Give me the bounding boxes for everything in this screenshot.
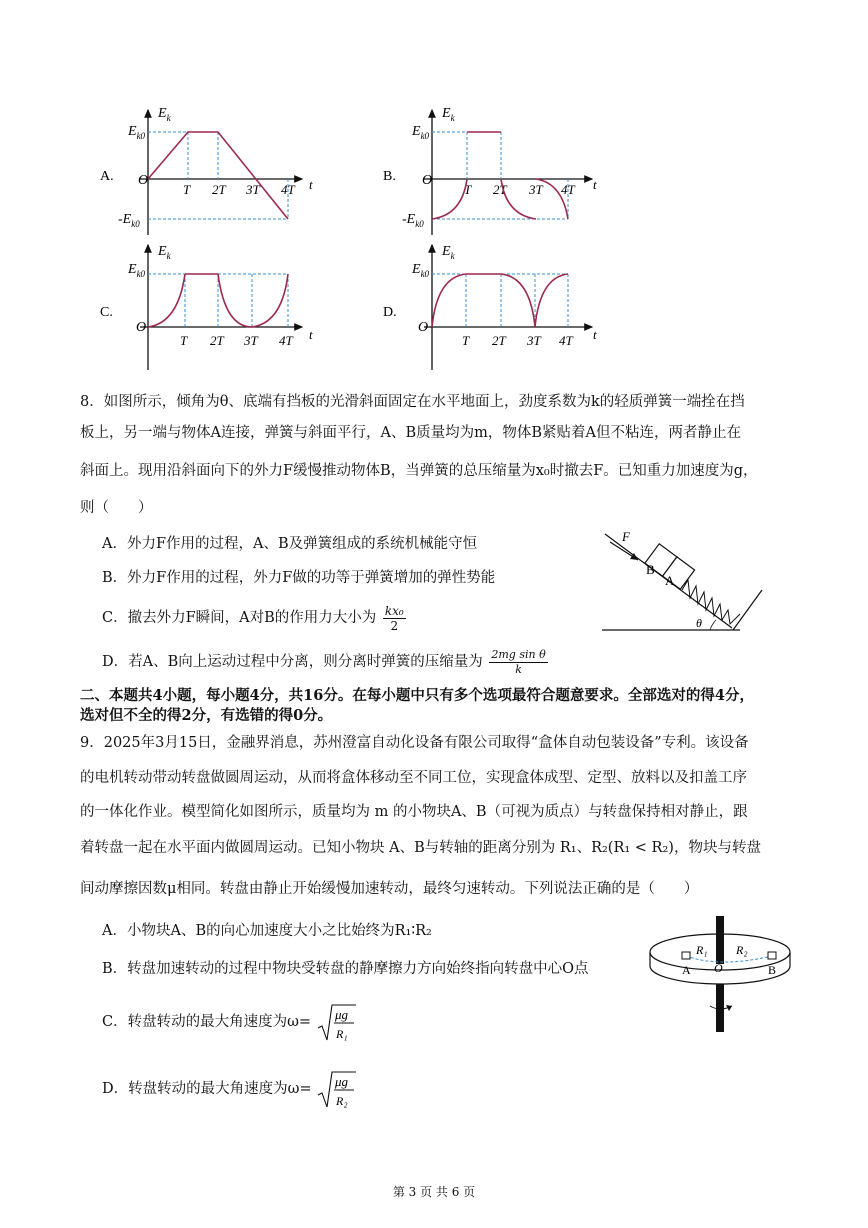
q9-option-c xyxy=(102,1002,356,1042)
curve xyxy=(432,274,568,327)
tick-label: T xyxy=(462,333,470,348)
section2-line2: 选对但不全的得2分，有选错的得0分。 xyxy=(80,707,333,724)
q8-option-b: B．外力F作用的过程，外力F做的功等于弹簧增加的弹性势能 xyxy=(102,570,496,586)
tick-label: T xyxy=(464,182,472,197)
graph-label: C. xyxy=(100,305,113,320)
q8-option-a: A．外力F作用的过程，A、B及弹簧组成的系统机械能守恒 xyxy=(102,536,478,552)
q9-stem-line3: 的一体化作业。模型简化如图所示，质量均为 m 的小物块A、B（可视为质点）与转盘保持相对静止，跟 xyxy=(80,804,748,820)
graph-label: B. xyxy=(383,169,396,184)
tick-label: T xyxy=(180,333,188,348)
r2-label: R₂ xyxy=(736,943,748,957)
origin-label: O xyxy=(418,320,429,335)
q8-option-c-fraction xyxy=(383,604,406,633)
q9-stem-line5: 间动摩擦因数μ相同。转盘由静止开始缓慢加速转动，最终匀速转动。下列说法正确的是（ ） xyxy=(80,881,699,897)
guide-lines xyxy=(148,274,288,327)
tick-label: 2T xyxy=(492,333,506,348)
guide-lines xyxy=(432,274,568,327)
section2-line1: 二、本题共4小题，每小题4分，共16分。在每小题中只有多个选项最符合题意要求。全部选对的得4分， xyxy=(80,687,754,704)
origin-label: O xyxy=(422,173,433,188)
tick-label: T xyxy=(183,182,191,197)
tick-label: 3T xyxy=(246,182,260,197)
force-label: F xyxy=(622,529,630,544)
tick-label: 4T xyxy=(559,333,573,348)
graph-a xyxy=(100,106,313,235)
q8-option-d xyxy=(102,644,548,680)
center-label: O xyxy=(714,961,723,975)
q8-option-c-text: C．撤去外力F瞬间，A对B的作用力大小为 xyxy=(102,610,377,626)
graph-c xyxy=(100,244,313,370)
fraction-denominator: R₁ xyxy=(335,1027,348,1041)
q9-option-a: A．小物块A、B的向心加速度大小之比始终为R₁∶R₂ xyxy=(102,923,432,939)
curve xyxy=(432,132,568,219)
sqrt-symbol xyxy=(316,1069,356,1109)
page-footer: 第 3 页 共 6 页 xyxy=(392,1185,476,1199)
level-label: $E_{k0}$ xyxy=(412,262,430,279)
q8-option-c xyxy=(102,600,406,636)
curve xyxy=(148,132,288,219)
fraction-denominator: 2 xyxy=(390,618,399,633)
q8-stem-line2: 板上，另一端与物体A连接，弹簧与斜面平行，A、B质量均为m，物体B紧贴着A但不粘连，两者静止在 xyxy=(80,425,741,441)
guide-lines xyxy=(148,132,288,219)
tick-label: 2T xyxy=(493,182,507,197)
level-label: $E_{k0}$ xyxy=(128,124,146,141)
axis-y-label: $E_k$ xyxy=(158,106,171,123)
graph-d xyxy=(383,244,597,370)
level-label: $E_{k0}$ xyxy=(128,262,146,279)
axis-y-label: $E_k$ xyxy=(442,244,455,261)
graph-label: A. xyxy=(100,169,114,184)
block-a-label: A xyxy=(682,963,691,977)
tick-label: 3T xyxy=(244,333,258,348)
fraction-numerator: kx₀ xyxy=(384,603,404,618)
q8-stem-line1: 8．如图所示，倾角为θ、底端有挡板的光滑斜面固定在水平地面上，劲度系数为k的轻质弹簧一端拴在挡 xyxy=(80,394,745,410)
axis-x-label: t xyxy=(593,327,597,342)
turntable-figure xyxy=(640,912,800,1037)
fraction-denominator: k xyxy=(515,662,522,676)
tick-label: 3T xyxy=(529,182,543,197)
q9-option-d-text: D．转盘转动的最大角速度为ω= xyxy=(102,1081,312,1097)
tick-label: 4T xyxy=(561,182,575,197)
origin-label: O xyxy=(136,320,147,335)
axis-y-label: $E_k$ xyxy=(158,244,171,261)
neg-level-label: $-E_{k0}$ xyxy=(118,212,140,229)
q9-stem-line2: 的电机转动带动转盘做圆周运动，从而将盒体移动至不同工位，实现盒体成型、定型、放料以及扣盖工序 xyxy=(80,770,747,786)
origin-label: O xyxy=(138,173,149,188)
q9-stem-line1: 9．2025年3月15日，金融界消息，苏州澄富自动化设备有限公司取得“盒体自动包装设备”专利。该设备 xyxy=(80,735,749,751)
level-label: $E_{k0}$ xyxy=(412,124,430,141)
r1-label: R₁ xyxy=(696,943,708,957)
angle-label: θ xyxy=(696,616,702,630)
block-b-label: B xyxy=(768,963,777,977)
incline-figure xyxy=(600,528,770,638)
tick-label: 4T xyxy=(279,333,293,348)
q9-option-d xyxy=(102,1069,356,1109)
q8-stem-line3: 斜面上。现用沿斜面向下的外力F缓慢推动物体B，当弹簧的总压缩量为x₀时撤去F。已知重力加速度为g， xyxy=(80,463,758,479)
q9-stem-line4: 着转盘一起在水平面内做圆周运动。已知小物块 A、B与转轴的距离分别为 R₁、R₂(R₁ < R₂)，物块与转盘 xyxy=(80,840,761,856)
q8-stem-line4: 则（ ） xyxy=(80,500,153,516)
energy-graphs xyxy=(0,95,868,385)
block-b-label: B xyxy=(646,562,655,577)
q8-option-d-text: D．若A、B向上运动过程中分离，则分离时弹簧的压缩量为 xyxy=(102,654,483,670)
tick-label: 2T xyxy=(210,333,224,348)
guide-lines xyxy=(432,132,568,219)
q9-option-b: B．转盘加速转动的过程中物块受转盘的静摩擦力方向始终指向转盘中心O点 xyxy=(102,961,589,977)
fraction-numerator: μg xyxy=(335,1074,349,1089)
axis-x-label: t xyxy=(309,327,313,342)
sqrt-symbol xyxy=(316,1002,356,1042)
axis-x-label: t xyxy=(309,177,313,192)
q9-option-c-text: C．转盘转动的最大角速度为ω= xyxy=(102,1014,312,1030)
neg-level-label: $-E_{k0}$ xyxy=(402,212,424,229)
fraction-numerator: 2mg sin θ xyxy=(491,647,546,661)
tick-label: 3T xyxy=(527,333,541,348)
block-a-label: A xyxy=(665,573,675,588)
fraction-denominator: R₂ xyxy=(336,1094,348,1108)
axis-x-label: t xyxy=(593,177,597,192)
axis-y-label: $E_k$ xyxy=(442,106,455,123)
graph-label: D. xyxy=(383,305,397,320)
tick-label: 2T xyxy=(212,182,226,197)
tick-label: 4T xyxy=(281,182,295,197)
fraction-numerator: μg xyxy=(334,1007,348,1022)
graph-b xyxy=(383,106,597,235)
q8-option-d-fraction xyxy=(489,648,547,677)
